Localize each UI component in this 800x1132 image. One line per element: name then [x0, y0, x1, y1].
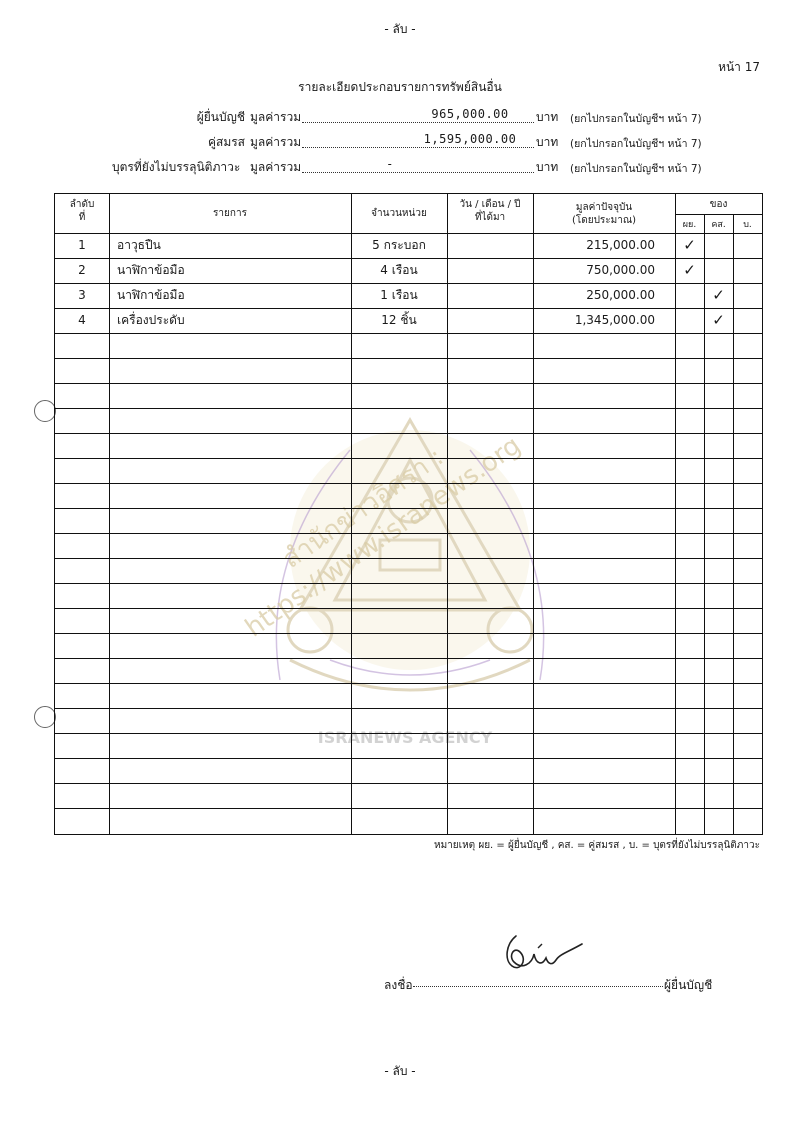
summary-note: (ยกไปกรอกในบัญชีฯ หน้า 7): [570, 163, 702, 175]
document-title: รายละเอียดประกอบรายการทรัพย์สินอื่น: [298, 80, 502, 94]
handwritten-signature: [498, 930, 588, 980]
row-quantity: 12 ชิ้น: [381, 313, 417, 327]
row-value: 215,000.00: [586, 238, 655, 252]
classified-header: - ลับ -: [384, 22, 416, 36]
summary-note: (ยกไปกรอกในบัญชีฯ หน้า 7): [570, 113, 702, 125]
classified-footer: - ลับ -: [384, 1064, 416, 1078]
row-item: เครื่องประดับ: [117, 313, 185, 327]
header-order: [55, 198, 109, 224]
summary-owner-label: คู่สมรส: [207, 135, 245, 149]
page-number: หน้า 17: [718, 60, 760, 74]
header-order-line1: ลำดับ: [69, 199, 95, 210]
check-mark-icon: ✓: [712, 311, 725, 329]
header-value-line2: (โดยประมาณ): [571, 215, 637, 226]
summary-value-declarant: 965,000.00: [431, 107, 509, 121]
row-number: 4: [78, 313, 86, 327]
signer-role-label: ผู้ยื่นบัญชี: [664, 978, 713, 992]
summary-value-label: มูลค่ารวม: [250, 135, 302, 149]
punch-hole: [34, 706, 56, 728]
summary-owner-label: บุตรที่ยังไม่บรรลุนิติภาวะ: [112, 160, 241, 174]
header-owner-child: บ.: [743, 220, 752, 230]
header-value-line1: มูลค่าปัจจุบัน: [575, 202, 633, 213]
footnote: หมายเหตุ ผย. = ผู้ยื่นบัญชี , คส. = คู่สมรส , บ. = บุตรที่ยังไม่บรรลุนิติภาวะ: [434, 840, 760, 851]
header-owner-spouse: คส.: [711, 220, 726, 230]
summary-value-child: -: [386, 157, 394, 171]
row-item: นาฬิกาข้อมือ: [117, 263, 185, 277]
header-value: [533, 201, 675, 227]
summary-note: (ยกไปกรอกในบัญชีฯ หน้า 7): [570, 138, 702, 150]
row-value: 250,000.00: [586, 288, 655, 302]
summary-unit: บาท: [536, 110, 559, 124]
watermark-agency: ISRANEWS AGENCY: [317, 728, 493, 747]
header-date-line2: ที่ได้มา: [474, 212, 506, 223]
summary-value-label: มูลค่ารวม: [250, 110, 302, 124]
header-quantity: จำนวนหน่วย: [371, 208, 427, 219]
header-owner: ของ: [709, 199, 728, 210]
header-date: [447, 198, 533, 224]
row-value: 1,345,000.00: [574, 313, 655, 327]
watermark-url: สำนักข่าวอิศรา : https://www.isranews.org: [240, 430, 527, 644]
header-owner-declarant: ผย.: [682, 220, 697, 230]
summary-owner-label: ผู้ยื่นบัญชี: [196, 110, 245, 124]
header-item: รายการ: [213, 208, 247, 219]
assets-table: [54, 193, 763, 835]
row-number: 2: [78, 263, 86, 277]
sign-label: ลงชื่อ: [384, 978, 413, 992]
row-number: 3: [78, 288, 86, 302]
row-quantity: 4 เรือน: [380, 263, 418, 277]
row-item: อาวุธปืน: [117, 238, 161, 252]
check-mark-icon: ✓: [683, 261, 696, 279]
punch-hole: [34, 400, 56, 422]
summary-unit: บาท: [536, 160, 559, 174]
header-date-line1: วัน / เดือน / ปี: [459, 199, 521, 210]
summary-value-spouse: 1,595,000.00: [423, 132, 517, 146]
check-mark-icon: ✓: [712, 286, 725, 304]
row-value: 750,000.00: [586, 263, 655, 277]
row-quantity: 1 เรือน: [380, 288, 418, 302]
summary-value-label: มูลค่ารวม: [250, 160, 302, 174]
row-item: นาฬิกาข้อมือ: [117, 288, 185, 302]
header-order-line2: ที่: [78, 212, 86, 223]
row-quantity: 5 กระบอก: [372, 238, 426, 252]
check-mark-icon: ✓: [683, 236, 696, 254]
summary-unit: บาท: [536, 135, 559, 149]
row-number: 1: [78, 238, 86, 252]
